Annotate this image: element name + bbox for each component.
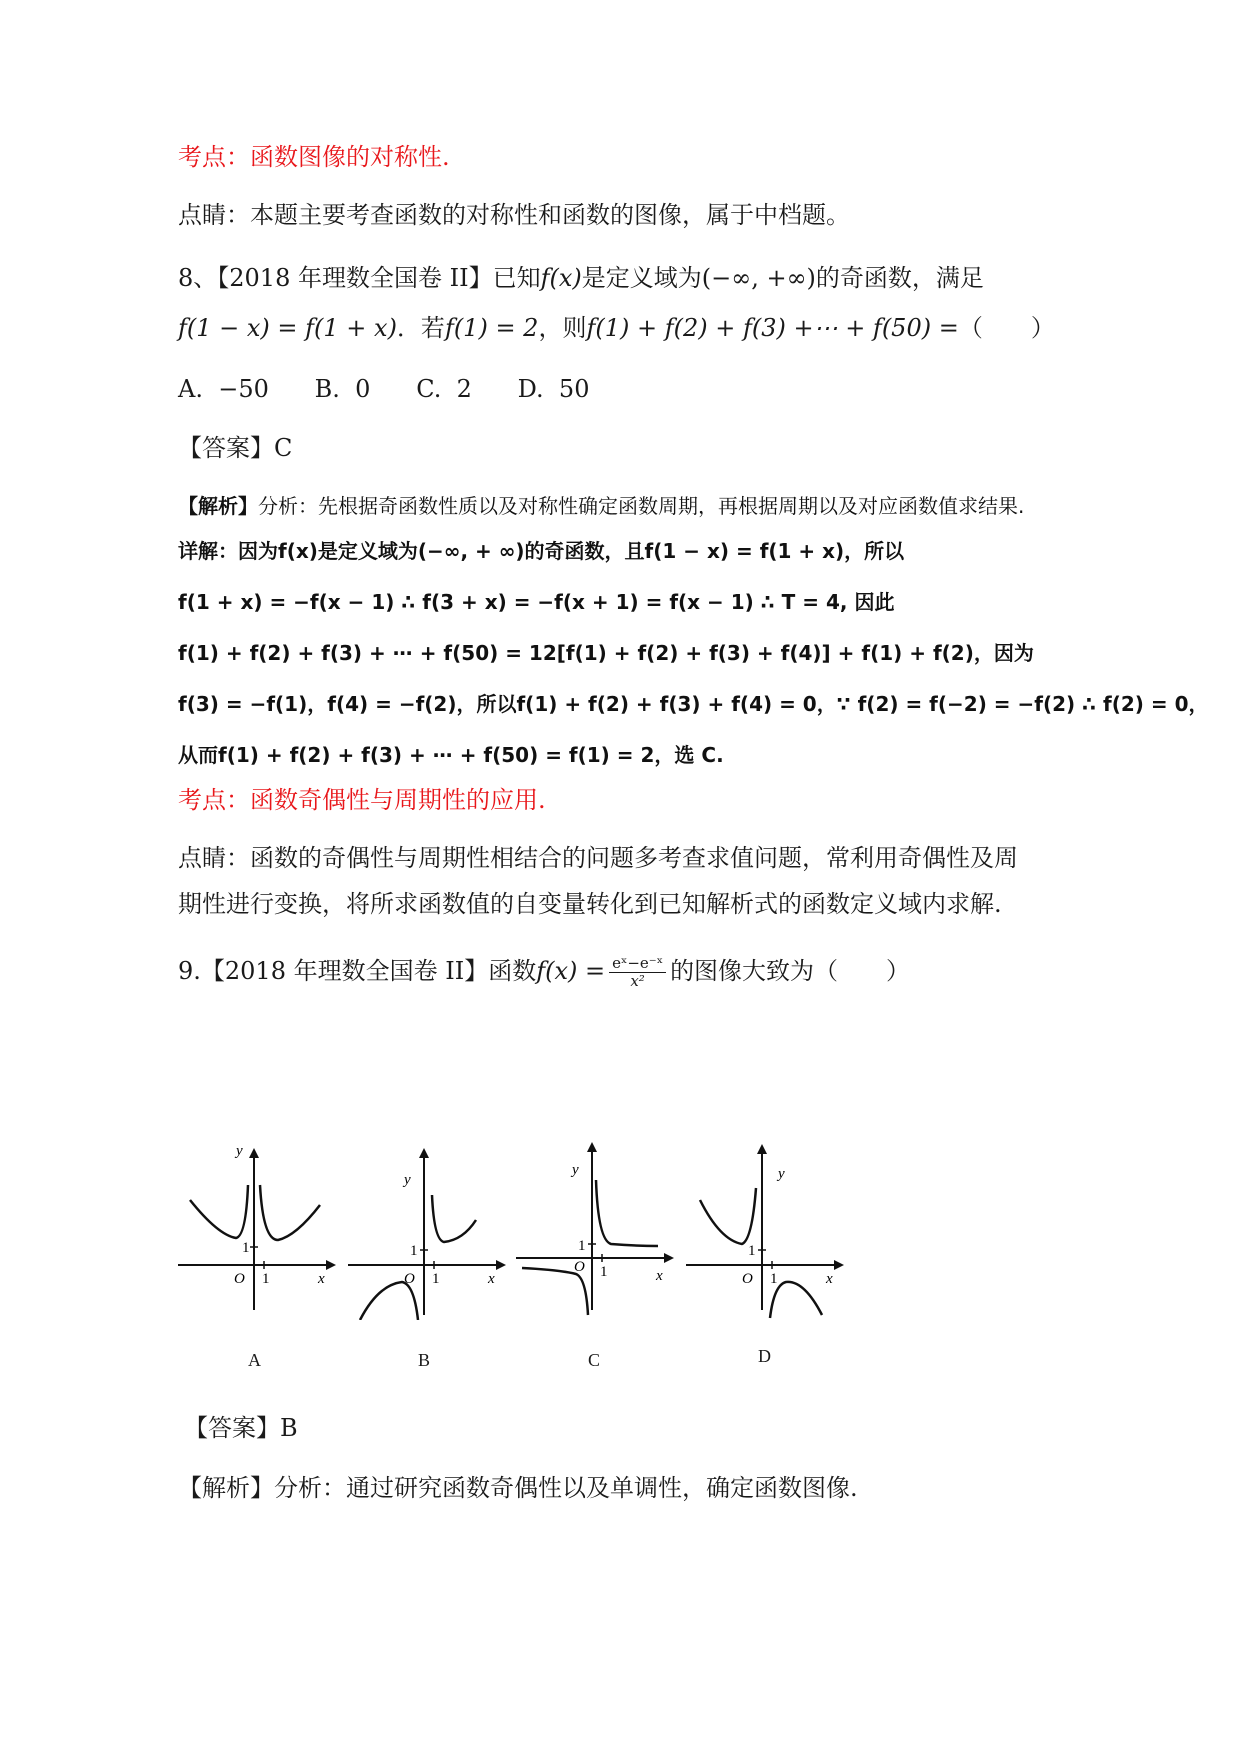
q9-stem-suffix: 的图像大致为（ ） [670,957,911,985]
q8-given: f(1) = 2 [444,314,539,342]
q8-detail-4: f(3) = −f(1)，f(4) = −f(2)，所以f(1) + f(2) + f(3) + f(4) = 0，∵ f(2) = f(−2) = −f(2) ∴ f(2) = 0， [178,692,1209,716]
graph-a-label: A [248,1350,261,1370]
graph-b-plot [348,1140,508,1320]
q8-detail-2: f(1 + x) = −f(x − 1) ∴ f(3 + x) = −f(x + 1) = f(x − 1) ∴ T = 4, 因此 [178,590,895,614]
graph-b-x-label: x [488,1271,495,1287]
q9-fraction-denominator: x² [630,972,645,990]
graph-d-tick-label-y: 1 [748,1243,756,1259]
q8-analysis-tag: 【解析】 [178,494,258,518]
graph-d-left-branch [700,1188,756,1244]
q8-sep1: ．若 [396,314,445,342]
q8-fx: f(x) [540,264,582,292]
graph-a-left-branch [190,1185,248,1238]
q8-options: A. −50 B. 0 C. 2 D. 50 [178,375,590,403]
q8-condition: f(1 − x) = f(1 + x) [178,314,397,342]
graph-a-y-arrow [249,1148,259,1158]
graph-c-y-label: y [572,1162,579,1178]
graph-c-x-arrow [664,1253,674,1263]
graph-d-right-branch [770,1282,822,1318]
q8-sum: f(1) + f(2) + f(3) +⋯ + f(50) = [586,314,959,342]
graph-a-x-label: x [318,1271,325,1287]
graph-d-tick-label-x: 1 [770,1271,778,1287]
q9-answer: 【答案】B [184,1414,298,1442]
q8-detail-5: 从而f(1) + f(2) + f(3) + ⋯ + f(50) = f(1) = 2，选 C. [178,743,724,767]
graph-a [178,1140,338,1370]
q9-stem [178,946,910,996]
graph-a-origin: O [234,1271,245,1287]
graph-c [516,1140,676,1370]
graph-a-y-label: y [236,1143,243,1159]
q9-stem-prefix: 9.【2018 年理数全国卷 II】函数 [178,957,537,985]
graph-b-label: B [418,1350,431,1370]
q8-analysis-text: 分析：先根据奇函数性质以及对称性确定函数周期，再根据周期以及对应函数值求结果. [258,494,1025,518]
graph-c-plot [516,1140,676,1320]
graph-c-tick-label-y: 1 [578,1238,586,1254]
kaodian-q8: 考点：函数奇偶性与周期性的应用. [178,786,546,814]
dianjing-q8-line1: 点睛：函数的奇偶性与周期性相结合的问题多考查求值问题，常利用奇偶性及周 [178,844,1018,872]
graph-b [348,1140,508,1370]
q9-fraction [609,955,666,990]
kaodian-q7: 考点：函数图像的对称性. [178,143,450,171]
graph-a-plot [178,1140,338,1320]
graph-c-x-label: x [656,1268,663,1284]
graph-d-plot [686,1140,846,1320]
graph-c-y-arrow [587,1142,597,1152]
graph-c-tick-label-x: 1 [600,1264,608,1280]
q8-stem-line2 [178,312,1055,344]
q8-stem-line1 [178,262,984,294]
q8-blank: （ ） [958,314,1055,342]
graph-c-right-branch [596,1180,658,1246]
q8-answer: 【答案】C [178,434,293,462]
graph-c-left-branch [522,1268,588,1315]
graph-b-left-branch [360,1282,418,1320]
graph-d-x-label: x [826,1271,833,1287]
q8-stem-prefix: 8、【2018 年理数全国卷 II】已知 [178,264,541,292]
graph-d-y-label: y [778,1166,785,1182]
q8-sep2: ，则 [538,314,587,342]
graph-a-x-arrow [326,1260,336,1270]
graph-d [686,1140,846,1366]
graph-b-tick-label-y: 1 [410,1243,418,1259]
q9-analysis: 【解析】分析：通过研究函数奇偶性以及单调性，确定函数图像. [178,1474,858,1502]
dianjing-q8-line2: 期性进行变换，将所求函数值的自变量转化到已知解析式的函数定义域内求解. [178,890,1002,918]
dianjing-q7: 点睛：本题主要考查函数的对称性和函数的图像，属于中档题。 [178,201,850,229]
graph-a-tick-label-y: 1 [242,1240,250,1256]
q9-fx: f(x) = [536,957,606,985]
graph-b-y-label: y [404,1172,411,1188]
q9-fraction-numerator: eˣ−e⁻ˣ [609,955,666,973]
graph-a-tick-label-x: 1 [262,1271,270,1287]
graph-b-right-branch [432,1195,476,1242]
graph-c-origin: O [574,1259,585,1275]
q8-detail-3: f(1) + f(2) + f(3) + ⋯ + f(50) = 12[f(1) + f(2) + f(3) + f(4)] + f(1) + f(2)，因为 [178,641,1034,665]
graph-b-tick-label-x: 1 [432,1271,440,1287]
graph-c-label: C [588,1350,601,1370]
graph-d-y-arrow [757,1144,767,1154]
graph-b-y-arrow [419,1148,429,1158]
graph-b-x-arrow [496,1260,506,1270]
graph-d-label: D [758,1346,771,1366]
q8-stem-domain: 是定义域为(−∞, +∞)的奇函数，满足 [581,264,984,292]
graph-a-right-branch [260,1185,320,1240]
graph-b-origin: O [404,1271,415,1287]
graph-d-origin: O [742,1271,753,1287]
q8-detail-1: 详解：因为f(x)是定义域为(−∞, + ∞)的奇函数，且f(1 − x) = f(1 + x)，所以 [178,539,905,563]
q8-analysis [178,490,1024,522]
graph-d-x-arrow [834,1260,844,1270]
